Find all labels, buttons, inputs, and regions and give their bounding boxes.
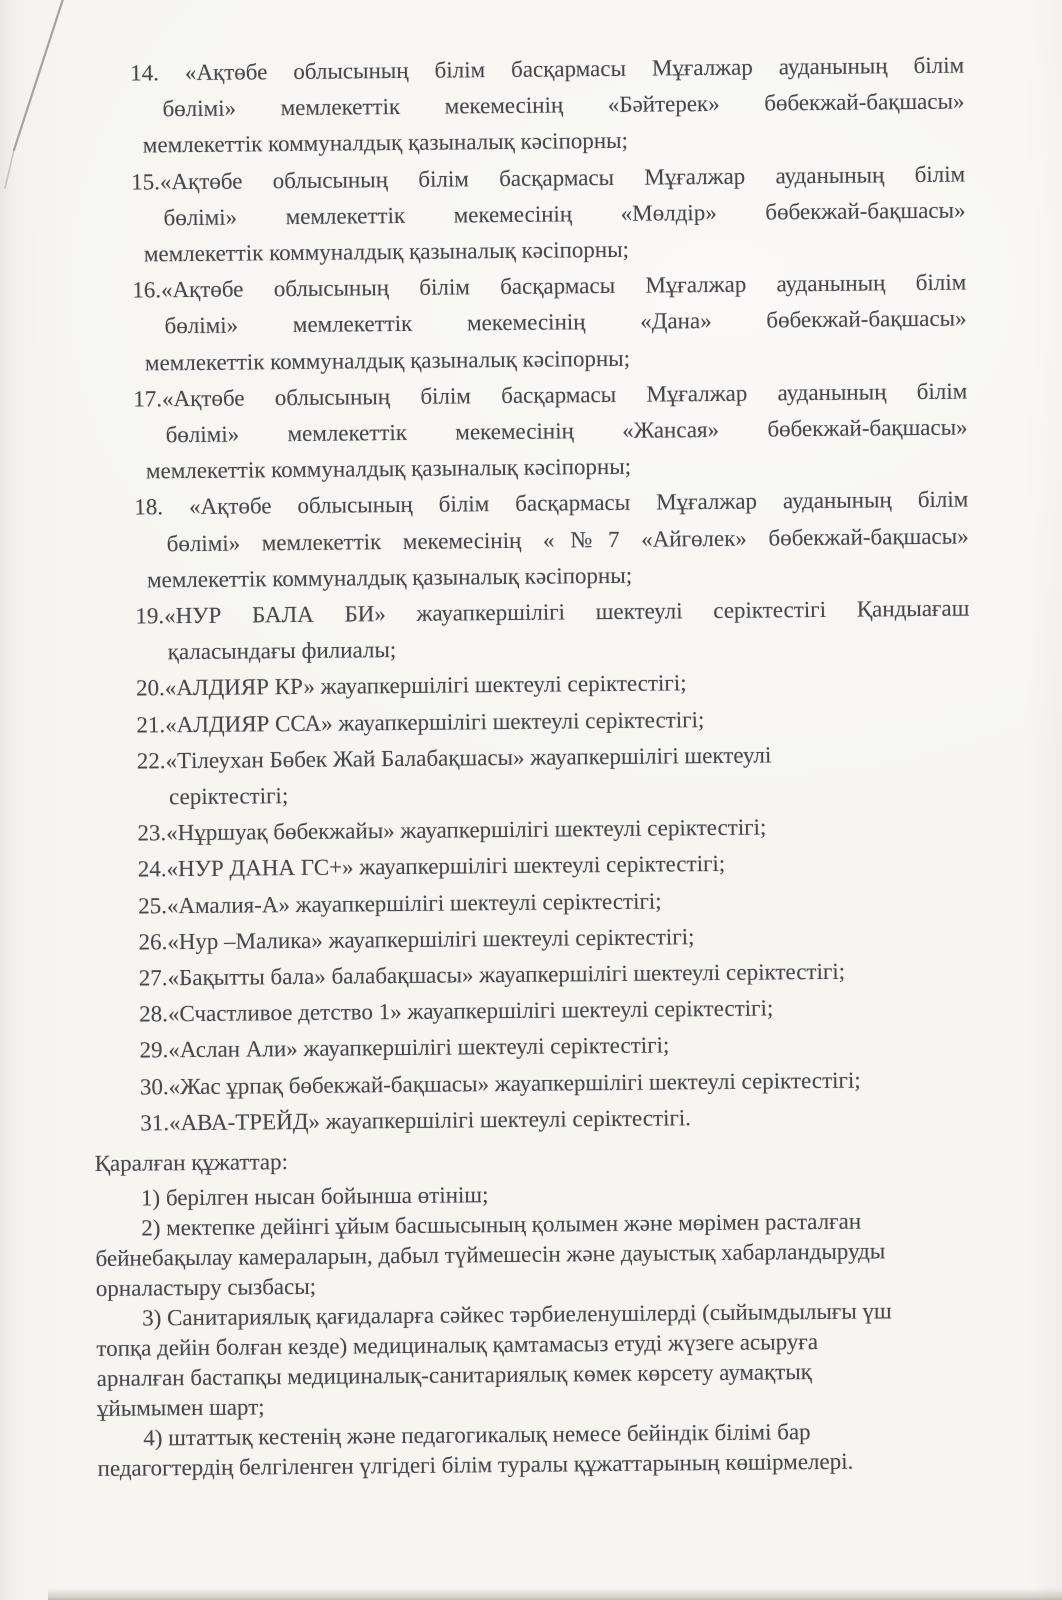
- list-item-line: қаласындағы филиалы;: [167, 637, 397, 665]
- list-item: [85, 156, 966, 273]
- list-item-line: 20.«АЛДИЯР КР» жауапкершілігі шектеулі серіктестігі;: [135, 670, 687, 701]
- doc-paragraph-line: бейнебақылау камераларын, дабыл түймешесін және дауыстық хабарландыруды: [95, 1238, 886, 1272]
- list-item-line: мемлекеттік коммуналдық қазыналық кәсіпорны;: [142, 128, 629, 158]
- list-item-line: 30.«Жас ұрпақ бөбекжай-бақшасы» жауапкершілігі шектеулі серіктестігі;: [139, 1067, 861, 1100]
- list-item-line: бөлімі» мемлекеттік мекемесінің «Бәйтерек» бөбекжай-бақшасы»: [162, 88, 965, 122]
- list-item-line: 28.«Счастливое детство 1» жауапкершілігі шектеулі серіктестігі;: [139, 995, 774, 1027]
- list-item-line: 27.«Бақытты бала» балабақшасы» жауапкершілігі шектеулі серіктестігі;: [138, 958, 846, 991]
- doc-paragraph-line: топқа дейін болған кезде) медициналық қамтамасыз етуді жүзеге асыруға: [96, 1329, 819, 1362]
- list-item-line: 31.«АВА-ТРЕЙД» жауапкершілігі шектеулі серіктестігі.: [140, 1105, 692, 1136]
- doc-paragraph: [95, 1206, 976, 1304]
- list-item-line: 16.«Ақтөбе облысының білім басқармасы Мұғалжар ауданының білім: [132, 269, 967, 303]
- list-item-line: 24.«НУР ДАНА ГС+» жауапкершілігі шектеулі серіктестігі;: [137, 851, 726, 882]
- list-item-line: 22.«Тілеухан Бөбек Жай Балабақшасы» жауапкершілігі шектеулі: [136, 742, 772, 774]
- list-item-line: 17.«Ақтөбе облысының білім басқармасы Мұғалжар ауданының білім: [133, 378, 968, 412]
- list-item-line: мемлекеттік коммуналдық қазыналық кәсіпорны;: [146, 562, 633, 593]
- list-item-line: серіктестігі;: [168, 783, 289, 810]
- numbered-list: [84, 48, 974, 1142]
- list-item: [87, 373, 968, 490]
- list-item-line: 19.«НУР БАЛА БИ» жауапкершілігі шектеулі серіктестігі Қандыағаш: [135, 595, 970, 629]
- list-item-line: 14. «Ақтөбе облысының білім басқармасы Мұғалжар ауданының білім: [130, 52, 965, 86]
- list-item-line: 21.«АЛДИЯР ССА» жауапкершілігі шектеулі серіктестігі;: [136, 706, 705, 738]
- list-item-line: мемлекеттік коммуналдық қазыналық кәсіпорны;: [145, 454, 632, 484]
- list-item-line: мемлекеттік коммуналдық қазыналық кәсіпорны;: [144, 345, 631, 376]
- doc-paragraph-line: арналған бастапқы медициналық-санитариялық көмек көрсету аумақтық: [96, 1359, 813, 1392]
- doc-paragraph-line: 3) Санитариялық қағидаларға сәйкес тәрбиеленушілерді (сыйымдылығы үш: [141, 1298, 892, 1331]
- list-item-line: 25.«Амалия-А» жауапкершілігі шектеулі серіктестігі;: [138, 888, 662, 919]
- list-item-line: 15.«Ақтөбе облысының білім басқармасы Мұғалжар ауданының білім: [131, 161, 966, 195]
- list-item-line: бөлімі» мемлекеттік мекемесінің «Дана» бөбекжай-бақшасы»: [164, 305, 967, 339]
- list-item: [86, 265, 967, 382]
- list-item-line: 26.«Нур –Малика» жауапкершілігі шектеулі серіктестігі;: [138, 924, 695, 955]
- list-item: [89, 591, 970, 672]
- reviewed-docs-list: [95, 1176, 978, 1484]
- doc-paragraph-line: орналастыру сызбасы;: [95, 1273, 317, 1302]
- list-item-line: мемлекеттік коммуналдық қазыналық кәсіпорны;: [143, 236, 630, 267]
- list-item-line: бөлімі» мемлекеттік мекемесінің «Жансая» бөбекжай-бақшасы»: [165, 414, 968, 448]
- list-item-line: 29.«Аслан Али» жауапкершілігі шектеулі серіктестігі;: [139, 1032, 670, 1063]
- document-text-block: [84, 48, 978, 1484]
- list-item-line: бөлімі» мемлекеттік мекемесінің «Мөлдір» бөбекжай-бақшасы»: [163, 197, 966, 231]
- doc-paragraph-line: 1) берілген нысан бойынша өтініш;: [140, 1182, 489, 1211]
- doc-paragraph-line: 2) мектепке дейінгі ұйым басшысының қолымен және мөрімен расталған: [141, 1208, 862, 1241]
- list-item: [91, 735, 972, 816]
- doc-paragraph: [97, 1416, 978, 1484]
- reviewed-documents-section: [94, 1138, 977, 1484]
- doc-paragraph-line: педагогтердің белгіленген үлгідегі білім туралы құжаттарының көшірмелері.: [97, 1448, 854, 1482]
- doc-paragraph: [96, 1296, 977, 1424]
- doc-paragraph-line: 4) штаттық кестенің және педагогикалық немесе бейіндік білімі бар: [143, 1419, 811, 1451]
- list-item: [84, 48, 965, 165]
- section-heading: Қаралған құжаттар:: [94, 1149, 289, 1177]
- list-item: [94, 1097, 974, 1142]
- list-item-line: бөлімі» мемлекеттік мекемесінің «№7 «Айгөлек» бөбекжай-бақшасы»: [166, 523, 969, 556]
- list-item-line: 23.«Нұршуақ бөбекжайы» жауапкершілігі шектеулі серіктестігі;: [137, 814, 767, 846]
- list-item: [88, 482, 969, 599]
- doc-paragraph-line: ұйымымен шарт;: [96, 1394, 265, 1422]
- list-item-line: 18. «Ақтөбе облысының білім басқармасы Мұғалжар ауданының білім: [134, 486, 969, 520]
